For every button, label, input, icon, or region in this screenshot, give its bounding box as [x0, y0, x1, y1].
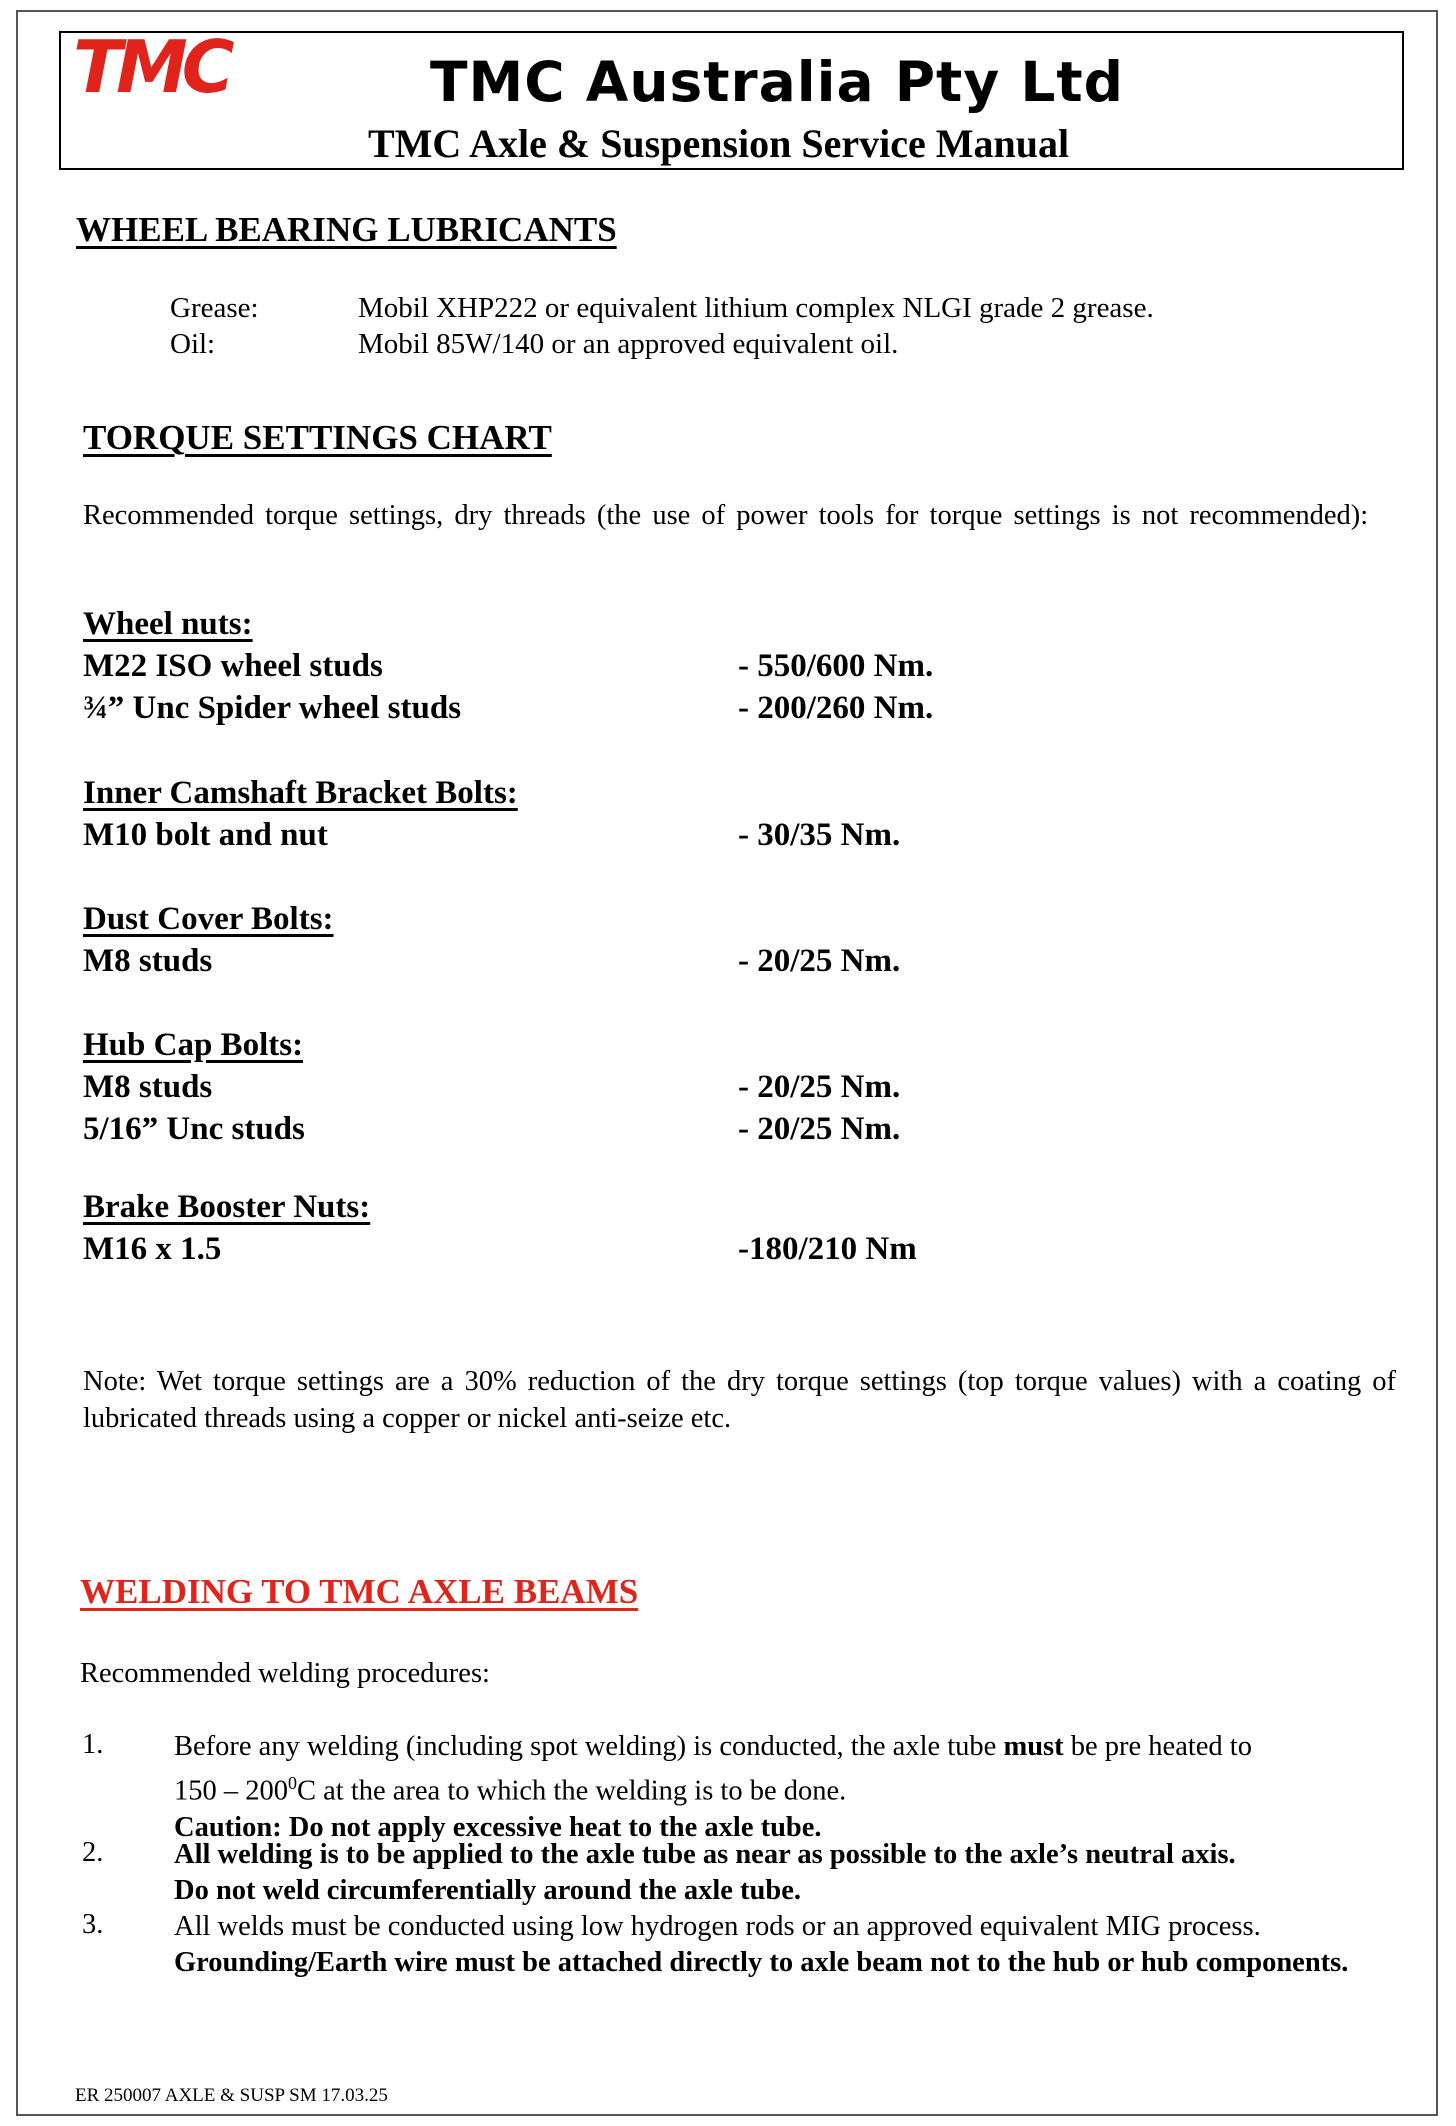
grease-value: Mobil XHP222 or equivalent lithium complex NLGI grade 2 grease.	[358, 292, 1154, 324]
torque-row-value: -180/210 Nm	[738, 1231, 917, 1267]
torque-row-value: - 20/25 Nm.	[738, 1111, 901, 1147]
step-line: All welds must be conducted using low hydrogen rods or an approved equivalent MIG process.	[174, 1911, 1261, 1942]
torque-row-item: M10 bolt and nut	[83, 817, 328, 853]
torque-row-value: - 550/600 Nm.	[738, 648, 934, 684]
step-line: $150 - 200^0C$ at the area to which the welding is to be done.	[174, 1773, 847, 1807]
torque-row-value: - 20/25 Nm.	[738, 1069, 901, 1105]
group-dust-cover: Dust Cover Bolts:	[83, 901, 334, 937]
torque-row-item: M8 studs	[83, 1069, 213, 1105]
torque-row-item: M16 x 1.5	[83, 1231, 222, 1267]
torque-row-item: 5/16” Unc studs	[83, 1111, 305, 1147]
caution-line: Caution: Do not apply excessive heat to the axle tube.	[174, 1811, 822, 1843]
group-brake-booster: Brake Booster Nuts:	[83, 1189, 371, 1225]
grease-label: Grease:	[170, 292, 259, 324]
step-line: Grounding/Earth wire must be attached directly to axle beam not to the hub or hub components.	[174, 1947, 1349, 1978]
lubricants-heading: WHEEL BEARING LUBRICANTS	[76, 210, 617, 249]
welding-intro: Recommended welding procedures:	[80, 1658, 490, 1689]
torque-row-item: ¾” Unc Spider wheel studs	[83, 690, 462, 726]
torque-row-item: M22 ISO wheel studs	[83, 648, 383, 684]
torque-intro: Recommended torque settings, dry threads (the use of power tools for torque settings is not recommended):	[83, 500, 1369, 531]
welding-step-2	[174, 1837, 1396, 1909]
torque-row-value: - 20/25 Nm.	[738, 943, 901, 979]
tmc-logo	[73, 28, 273, 108]
step-line: Do not weld circumferentially around the axle tube.	[174, 1875, 801, 1906]
step-number: 1.	[82, 1729, 104, 1760]
step-number: 2.	[82, 1837, 104, 1868]
group-wheel-nuts: Wheel nuts:	[83, 606, 253, 642]
torque-row-value: - 30/35 Nm.	[738, 817, 901, 853]
step-line: All welding is to be applied to the axle tube as near as possible to the axle’s neutral axis.	[174, 1839, 1236, 1870]
manual-title: TMC Axle & Suspension Service Manual	[368, 121, 1070, 166]
oil-value: Mobil 85W/140 or an approved equivalent oil.	[358, 328, 899, 360]
footer-ref: ER 250007 AXLE & SUSP SM 17.03.25	[75, 2085, 388, 2106]
welding-heading: WELDING TO TMC AXLE BEAMS	[80, 1572, 639, 1611]
company-name: TMC Australia Pty Ltd	[430, 50, 1125, 114]
step-number: 3.	[82, 1909, 104, 1940]
group-camshaft-bracket: Inner Camshaft Bracket Bolts:	[83, 775, 518, 811]
group-hub-cap: Hub Cap Bolts:	[83, 1027, 304, 1063]
torque-row-item: M8 studs	[83, 943, 213, 979]
step-line: Before any welding (including spot welding) is conducted, the axle tube must be pre heated to	[174, 1731, 1252, 1762]
oil-label: Oil:	[170, 328, 216, 360]
welding-step-1	[174, 1729, 1396, 1846]
torque-note: Note: Wet torque settings are a 30% reduction of the dry torque settings (top torque values) with a coating of lubricated threads using a copper or nickel anti-seize etc.	[83, 1366, 1396, 1434]
torque-row-value: - 200/260 Nm.	[738, 690, 934, 726]
logo-text: TMC	[73, 28, 229, 108]
torque-heading: TORQUE SETTINGS CHART	[83, 418, 552, 457]
welding-step-3	[174, 1909, 1396, 1981]
